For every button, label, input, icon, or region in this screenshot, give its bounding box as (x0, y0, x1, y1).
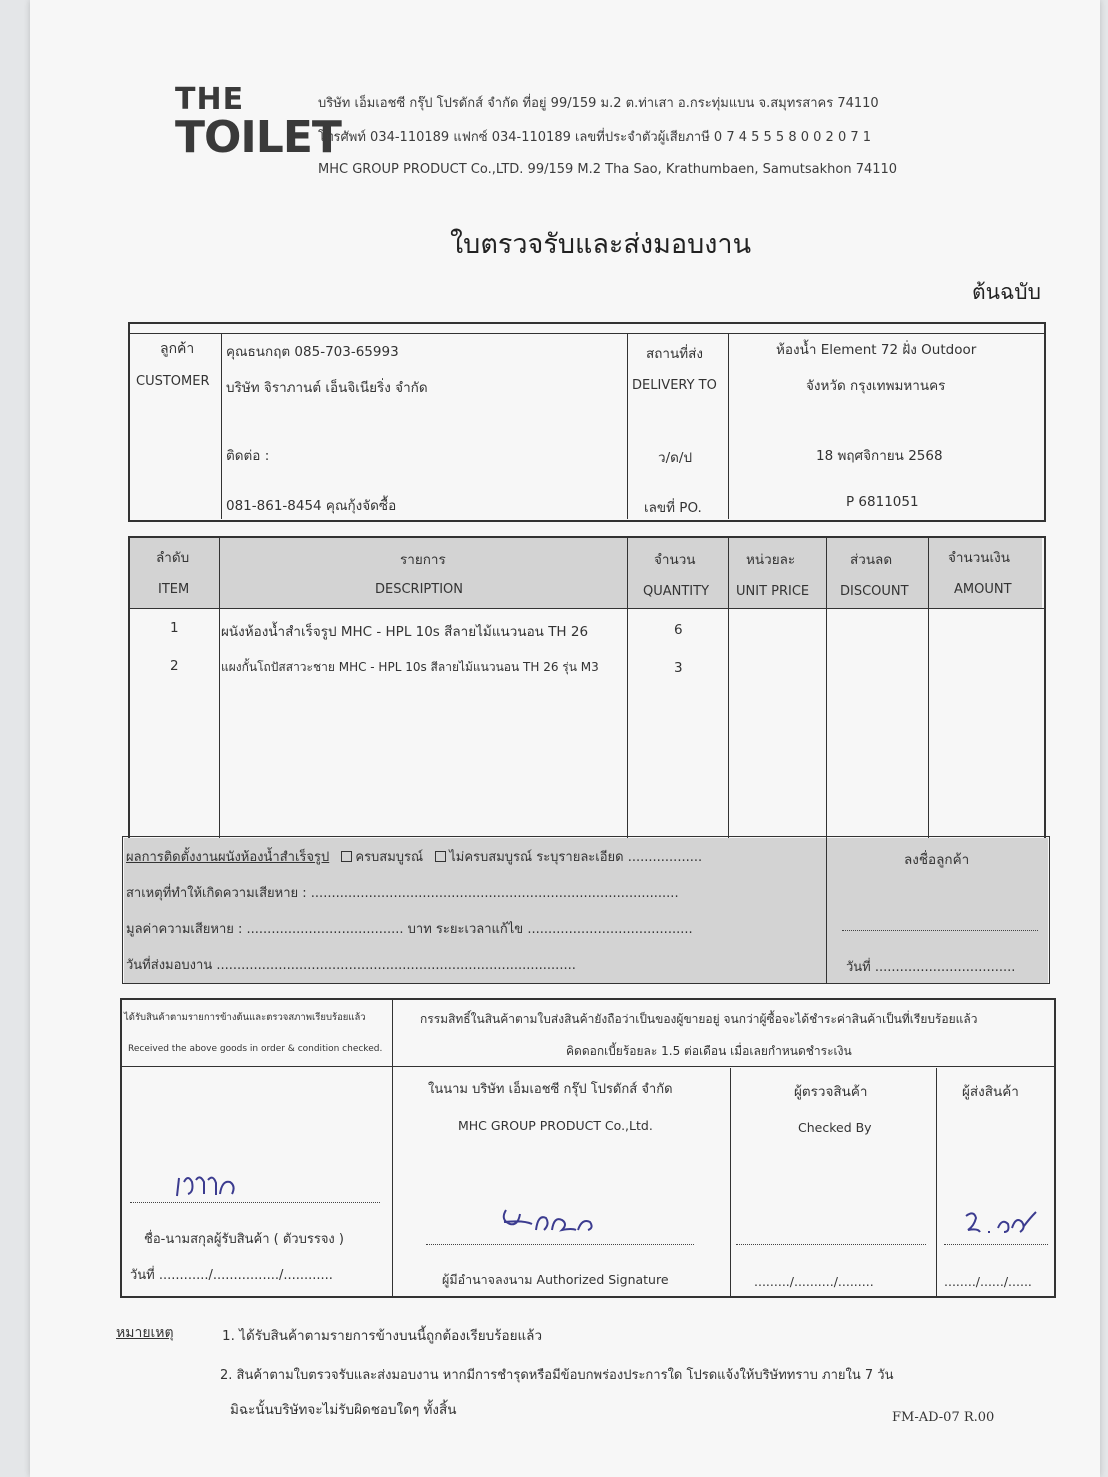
company-contact-th: โทรศัพท์ 034-110189 แฟกซ์ 034-110189 เลขที่ประจำตัวผู้เสียภาษี 0 7 4 5 5 5 8 0 0 2 0 7 1 (318, 130, 872, 145)
customer-label-en: CUSTOMER (136, 374, 210, 389)
col-qty-en: QUANTITY (643, 584, 710, 599)
sender-signature (960, 1208, 1040, 1246)
col-unit-th: หน่วยละ (746, 552, 796, 568)
col-item-en: ITEM (158, 582, 190, 597)
damage-value: มูลค่าความเสียหาย : ...................................... บาท ระยะเวลาแก้ไข ........................................ (126, 922, 693, 937)
row-2-quantity: 3 (674, 660, 683, 676)
sender-date: ......../....../...... (944, 1274, 1032, 1289)
col-desc-en: DESCRIPTION (375, 582, 463, 597)
ownership-clause-2: คิดดอกเบี้ยร้อยละ 1.5 ต่อเดือน เมื่อเลยกำหนดชำระเงิน (566, 1044, 852, 1058)
delivery-label-th: สถานที่ส่ง (646, 346, 703, 362)
install-result-label: ผลการติดตั้งงานผนังห้องน้ำสำเร็จรูป (126, 850, 330, 865)
checker-signature-line (736, 1244, 926, 1245)
col-qty-th: จำนวน (654, 552, 696, 568)
document-page (30, 0, 1100, 1477)
customer-company: บริษัท จิราภานต์ เอ็นจิเนียริ่ง จำกัด (226, 380, 428, 396)
row-1-item: 1 (170, 620, 179, 636)
row-2-description: แผงกั้นโถปัสสาวะชาย MHC - HPL 10s สีลายไม้แนวนอน TH 26 รุ่น M3 (221, 660, 599, 674)
complete-option: ครบสมบูรณ์ (355, 850, 424, 865)
company-address-en: MHC GROUP PRODUCT Co.,LTD. 99/159 M.2 Tha Sao, Krathumbaen, Samutsakhon 74110 (318, 162, 898, 177)
col-amount-th: จำนวนเงิน (948, 550, 1010, 566)
on-behalf-en: MHC GROUP PRODUCT Co.,Ltd. (458, 1118, 653, 1133)
complete-checkbox[interactable] (341, 851, 352, 862)
form-code: FM-AD-07 R.00 (892, 1410, 995, 1425)
incomplete-checkbox[interactable] (435, 851, 446, 862)
damage-cause: สาเหตุที่ทำให้เกิดความเสียหาย : ......................................................................................... (126, 886, 679, 901)
received-statement-th: ได้รับสินค้าตามรายการข้างต้นและตรวจสภาพเรียบร้อยแล้ว (124, 1012, 366, 1023)
original-copy-label: ต้นฉบับ (972, 280, 1041, 304)
authorized-signature-line (426, 1244, 694, 1245)
row-1-description: ผนังห้องน้ำสำเร็จรูป MHC - HPL 10s สีลายไม้แนวนอน TH 26 (221, 624, 589, 640)
company-logo-the: THE (175, 82, 245, 117)
col-discount-en: DISCOUNT (840, 584, 909, 599)
receiver-name-label: ชื่อ-นามสกุลผู้รับสินค้า ( ตัวบรรจง ) (144, 1232, 344, 1247)
col-desc-th: รายการ (400, 552, 446, 568)
customer-signature-label: ลงชื่อลูกค้า (904, 852, 970, 868)
receiver-signature-line (130, 1202, 380, 1203)
po-number: P 6811051 (846, 494, 919, 510)
col-item-th: ลำดับ (156, 550, 190, 566)
delivery-province: จังหวัด กรุงเทพมหานคร (806, 378, 946, 394)
row-2-item: 2 (170, 658, 179, 674)
delivery-date: 18 พฤศจิกายน 2568 (816, 448, 943, 464)
delivery-date-line: วันที่ส่งมอบงาน ....................................................................................... (126, 958, 576, 973)
document-title: ใบตรวจรับและส่งมอบงาน (450, 229, 752, 260)
checker-date: ........./........../......... (754, 1274, 874, 1289)
ownership-clause-1: กรรมสิทธิ์ในสินค้าตามใบส่งสินค้ายังถือว่าเป็นของผู้ขายอยู่ จนกว่าผู้ซื้อจะได้ชำระค่าสินค้าเป็นที่เรียบร้อยแล้ว (420, 1012, 978, 1026)
contact-label: ติดต่อ : (226, 448, 270, 464)
company-logo-toilet: TOILET (175, 112, 341, 163)
notes-label: หมายเหตุ (116, 1325, 174, 1341)
delivery-place: ห้องน้ำ Element 72 ฝั่ง Outdoor (776, 342, 977, 358)
on-behalf-th: ในนาม บริษัท เอ็มเอชซี กรุ๊ป โปรดักส์ จำกัด (428, 1082, 673, 1097)
receiver-date: วันที่ ............/................/............ (130, 1268, 333, 1283)
checker-label-en: Checked By (798, 1120, 872, 1135)
customer-signature-line (842, 930, 1038, 931)
col-unit-en: UNIT PRICE (736, 584, 810, 599)
receiver-signature (174, 1172, 244, 1209)
install-result-line (126, 846, 702, 867)
sender-label-th: ผู้ส่งสินค้า (962, 1084, 1019, 1100)
note-2a: 2. สินค้าตามใบตรวจรับและส่งมอบงาน หากมีการชำรุดหรือมีข้อบกพร่องประการใด โปรดแจ้งให้บริษัททราบ ภายใน 7 วัน (220, 1368, 894, 1383)
customer-label-th: ลูกค้า (160, 341, 195, 357)
delivery-label-en: DELIVERY TO (632, 378, 717, 393)
customer-sign-date: วันที่ .................................. (846, 960, 1016, 975)
contact-value: 081-861-8454 คุณกุ้งจัดซื้อ (226, 498, 397, 514)
checker-label-th: ผู้ตรวจสินค้า (794, 1084, 868, 1100)
sender-signature-line (944, 1244, 1048, 1245)
customer-name: คุณธนกฤต 085-703-65993 (226, 344, 399, 360)
company-address-th: บริษัท เอ็มเอชซี กรุ๊ป โปรดักส์ จำกัด ที่อยู่ 99/159 ม.2 ต.ท่าเสา อ.กระทุ่มแบน จ.สมุทรสาคร 74110 (318, 96, 879, 111)
authorized-signature (500, 1204, 610, 1242)
po-label: เลขที่ PO. (644, 500, 702, 516)
received-statement-en: Received the above goods in order & condition checked. (128, 1044, 383, 1054)
incomplete-option: ไม่ครบสมบูรณ์ ระบุรายละเอียด .................. (449, 850, 703, 865)
authorized-signature-label: ผู้มีอำนาจลงนาม Authorized Signature (442, 1272, 669, 1287)
note-2b: มิฉะนั้นบริษัทจะไม่รับผิดชอบใดๆ ทั้งสิ้น (230, 1402, 457, 1418)
items-table (128, 536, 1046, 840)
date-label: ว/ด/ป (658, 450, 693, 466)
col-discount-th: ส่วนลด (850, 552, 893, 568)
note-1: 1. ได้รับสินค้าตามรายการข้างบนนี้ถูกต้องเรียบร้อยแล้ว (222, 1328, 543, 1344)
row-1-quantity: 6 (674, 622, 683, 638)
col-amount-en: AMOUNT (954, 582, 1012, 597)
